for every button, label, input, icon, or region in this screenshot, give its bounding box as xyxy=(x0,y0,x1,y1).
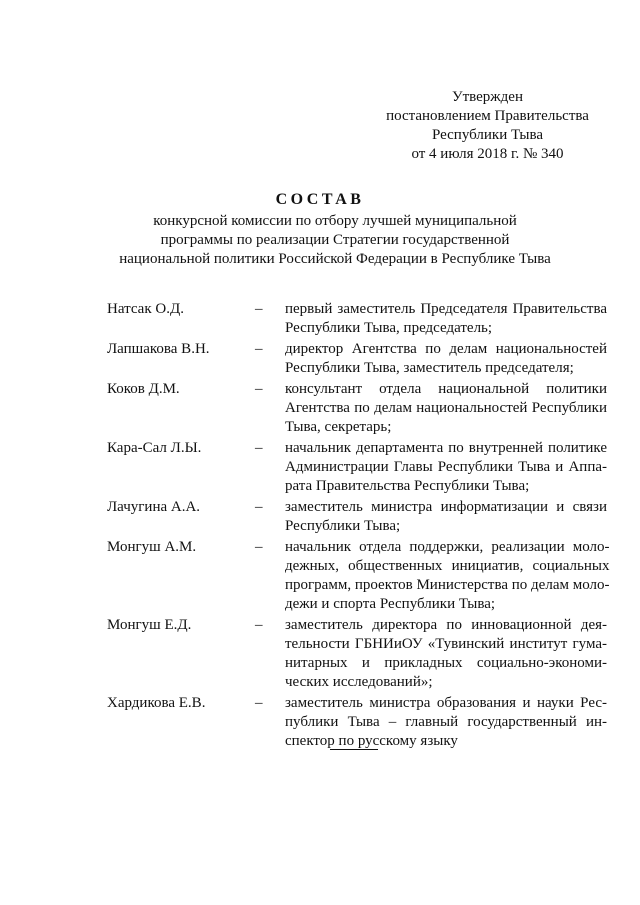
member-role-line: публики Тыва – главный государственный ин- xyxy=(285,714,607,730)
member-dash: – xyxy=(255,440,263,456)
member-dash: – xyxy=(255,341,263,357)
member-name: Кара-Сал Л.Ы. xyxy=(107,440,202,456)
subtitle-line: национальной политики Российской Федерации в Республике Тыва xyxy=(119,251,551,267)
member-role xyxy=(285,616,607,692)
member-row xyxy=(107,498,607,536)
member-role-line: начальник отдела поддержки, реализации моло- xyxy=(285,539,610,555)
member-role xyxy=(285,538,610,614)
member-role-line: первый заместитель Председателя Правительства xyxy=(285,301,607,317)
member-dash: – xyxy=(255,695,263,711)
member-role-line: Республики Тыва, заместитель председателя; xyxy=(285,360,574,376)
member-role-line: Республики Тыва; xyxy=(285,518,401,534)
member-role-line: Агентства по делам национальностей Республики xyxy=(285,400,607,416)
member-role-line: тельности ГБНИиОУ «Тувинский институт гума- xyxy=(285,636,607,652)
member-role xyxy=(285,340,607,378)
member-role-line: дежи и спорта Республики Тыва; xyxy=(285,596,496,612)
member-role-line: Республики Тыва, председатель; xyxy=(285,320,493,336)
approval-line: от 4 июля 2018 г. № 340 xyxy=(411,146,564,162)
member-role-line: Администрации Главы Республики Тыва и Аппа- xyxy=(285,459,607,475)
document-subtitle xyxy=(0,212,640,269)
member-role xyxy=(285,694,607,751)
member-row xyxy=(107,380,607,437)
member-name: Хардикова Е.В. xyxy=(107,695,206,711)
member-role-line: рата Правительства Республики Тыва; xyxy=(285,478,530,494)
member-role xyxy=(285,498,607,536)
member-role-line: программ, проектов Министерства по делам моло- xyxy=(285,577,610,593)
members-list xyxy=(107,300,610,753)
member-dash: – xyxy=(255,301,263,317)
member-role-line: Тыва, секретарь; xyxy=(285,419,392,435)
member-dash: – xyxy=(255,381,263,397)
member-dash: – xyxy=(255,539,263,555)
member-role-line: заместитель директора по инновационной дея- xyxy=(285,617,607,633)
member-role-line: ческих исследований»; xyxy=(285,674,433,690)
member-name: Монгуш А.М. xyxy=(107,539,197,555)
approval-line: Утвержден xyxy=(451,89,523,105)
member-role-line: заместитель министра образования и науки Рес- xyxy=(285,695,607,711)
member-row xyxy=(107,340,607,378)
member-role-line: заместитель министра информатизации и связи xyxy=(285,499,607,515)
document-title: СОСТАВ xyxy=(275,191,365,208)
member-name: Натсак О.Д. xyxy=(107,301,184,317)
approval-line: Республики Тыва xyxy=(431,127,544,143)
member-role-line: начальник департамента по внутренней политике xyxy=(285,440,607,456)
end-divider xyxy=(330,749,378,750)
member-role-line: дежных, общественных инициатив, социальных xyxy=(285,558,610,574)
approval-line: постановлением Правительства xyxy=(386,108,589,124)
member-role-line: директор Агентства по делам национальностей xyxy=(285,341,607,357)
subtitle-line: программы по реализации Стратегии государственной xyxy=(160,232,510,248)
approval-stamp xyxy=(360,88,615,164)
member-role-line: нитарных и прикладных социально-экономи- xyxy=(285,655,607,671)
member-role xyxy=(285,300,607,338)
member-row xyxy=(107,439,607,496)
member-row xyxy=(107,694,607,751)
member-role-line: консультант отдела национальной политики xyxy=(285,381,607,397)
member-dash: – xyxy=(255,499,263,515)
member-role xyxy=(285,380,607,437)
member-name: Лачугина А.А. xyxy=(107,499,201,515)
member-role xyxy=(285,439,607,496)
member-row xyxy=(107,538,610,614)
member-role-line: спектор по русскому языку xyxy=(285,733,458,749)
member-row xyxy=(107,616,607,692)
member-row xyxy=(107,300,607,338)
member-name: Лапшакова В.Н. xyxy=(107,341,210,357)
member-dash: – xyxy=(255,617,263,633)
member-name: Монгуш Е.Д. xyxy=(107,617,192,633)
member-name: Коков Д.М. xyxy=(107,381,180,397)
subtitle-line: конкурсной комиссии по отбору лучшей муниципальной xyxy=(153,213,517,229)
